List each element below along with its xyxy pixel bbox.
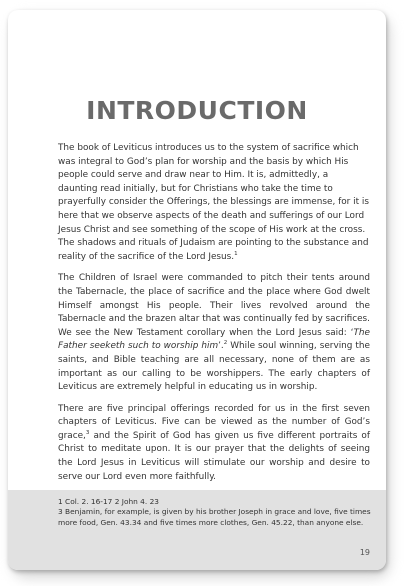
quote-close: ’. <box>218 341 224 352</box>
scripture-quote: The Father seeketh such to worship him <box>58 327 370 352</box>
paragraph-3-text-after: and the Spirit of God has given us five different portraits of Christ to meditate upon. It is our prayer that the delights of seeing the Lord Jesus in Leviticus will stimulate our worship and desire to serve our Lord even more faithfully. <box>58 430 370 482</box>
paragraph-3 <box>58 403 370 485</box>
paragraph-2-text-after: While soul winning, serving the saints, and Bible teaching are all necessary, none of them are as important as our calling to be worshippers. The early chapters of Leviticus are extremely helpful in educating us in worship. <box>58 341 370 393</box>
book-page <box>8 10 386 570</box>
body-text <box>58 142 370 492</box>
paragraph-1 <box>58 142 370 264</box>
footnote-ref-1: 1 <box>234 250 238 257</box>
paragraph-2 <box>58 272 370 394</box>
footnote-line-2: 3 Benjamin, for example, is given by his brother Joseph in grace and love, five times more food, Gen. 43.34 and five times more clothes, Gen. 45.22, than anyone else. <box>58 507 371 527</box>
footnote-ref-3: 3 <box>85 429 90 436</box>
page-number: 19 <box>359 548 370 557</box>
footnotes <box>58 497 376 528</box>
chapter-title: INTRODUCTION <box>86 96 308 125</box>
paragraph-1-text: The book of Leviticus introduces us to the system of sacrifice which was integral to God’s plan for worship and the basis by which His people could serve and draw near to Him. It is, admittedly, a daunting read initially, but for Christians who take the time to prayerfully consider the Offerings, the blessings are immense, for it is here that we observe aspects of the death and sufferings of our Lord Jesus Christ and see something of the scope of His work at the cross. The shadows and rituals of Judaism are pointing to the substance and reality of the sacrifice of the Lord Jesus. <box>58 143 369 262</box>
paragraph-3-text-before: There are five principal offerings recorded for us in the first seven chapters of Leviticus. Five can be viewed as the number of God’s grace, <box>58 403 370 441</box>
footnote-ref-2: 2 <box>223 340 228 347</box>
footnote-area <box>8 490 386 570</box>
footnote-line-1: 1 Col. 2. 16-17 2 John 4. 23 <box>58 497 159 506</box>
paragraph-2-text-before: The Children of Israel were commanded to pitch their tents around the Tabernacle, the place of sacrifice and the place where God dwelt Himself amongst His people. Their lives revolved around the Tabernacle and the brazen altar that was continually fed by sacrifices. We see the New Testament corollary when the Lord Jesus said: ‘ <box>58 273 370 338</box>
